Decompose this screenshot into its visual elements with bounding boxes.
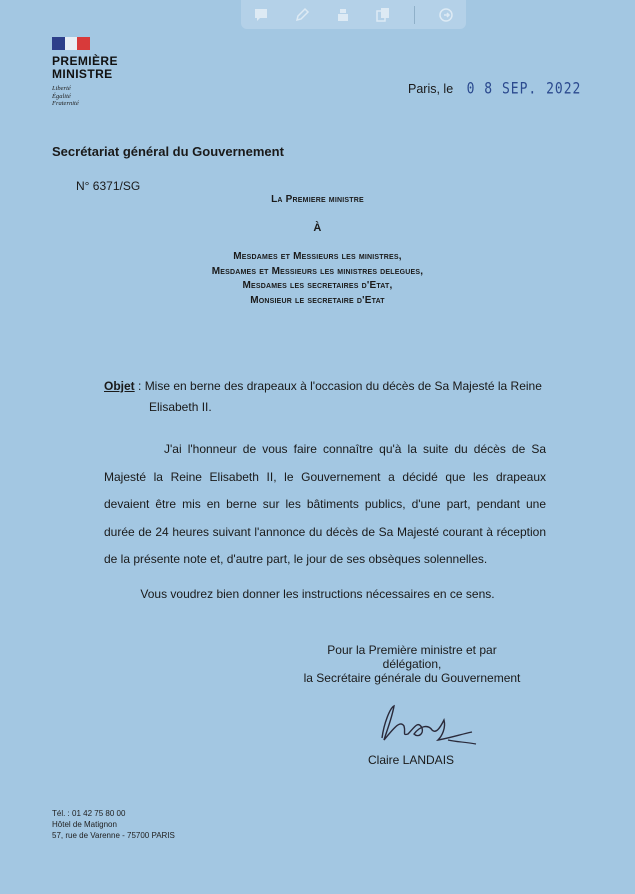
subject-label: Objet — [104, 379, 135, 393]
signature-line-2: délégation, — [382, 657, 442, 671]
footer-address — [52, 808, 175, 841]
signatory-name: Claire LANDAIS — [368, 753, 455, 767]
footer-phone: Tél. : 01 42 75 80 00 — [52, 809, 126, 818]
motto-fraternite: Fraternité — [52, 100, 79, 107]
subject-block — [104, 376, 546, 418]
closing-sentence: Vous voudrez bien donner les instructions nécessaires en ce sens. — [140, 587, 495, 601]
logo-line-1: PREMIÈRE — [52, 54, 118, 68]
subject-line-2: Elisabeth II. — [149, 400, 212, 414]
toolbar-divider — [414, 6, 415, 24]
recipient-line: Monsieur le secretaire d'Etat — [250, 294, 385, 306]
signature-block — [297, 643, 527, 685]
signature-line-3: la Secrétaire générale du Gouvernement — [303, 671, 521, 685]
motto-liberte: Liberté — [52, 85, 71, 92]
handwritten-signature — [372, 698, 482, 753]
to-line: À — [313, 222, 322, 234]
subject-line-1: Mise en berne des drapeaux à l'occasion du décès de Sa Majesté la Reine — [144, 379, 542, 393]
government-logo — [52, 37, 132, 108]
logo-line-2: MINISTRE — [52, 67, 113, 81]
subject-separator: : — [134, 379, 145, 393]
sender-line: La Premiere ministre — [271, 194, 364, 205]
recipients-block — [0, 250, 635, 308]
date-line — [408, 82, 581, 97]
date-stamp: 0 8 SEP. 2022 — [466, 80, 582, 99]
pen-icon[interactable] — [292, 5, 312, 25]
copy-icon[interactable] — [373, 5, 393, 25]
body-paragraph: J'ai l'honneur de vous faire connaître qu'à la suite du décès de Sa Majesté la Reine Elisabeth II, le Gouvernement a décidé que les drapeaux devaient être mis en berne sur les bâtiments publics, d'une part, pendant une durée de 24 heures suivant l'annonce du décès de Sa Majesté courant à réception de la présente note et, d'autre part, le jour de ses obsèques solennelles. — [104, 442, 546, 566]
reference-number: N° 6371/SG — [76, 179, 141, 193]
footer-building: Hôtel de Matignon — [52, 820, 117, 829]
signature-line-1: Pour la Première ministre et par — [327, 643, 497, 657]
share-icon[interactable] — [436, 5, 456, 25]
secretariat-heading: Secrétariat général du Gouvernement — [52, 144, 284, 159]
marianne-flag-icon — [52, 37, 90, 50]
stamp-icon[interactable] — [333, 5, 353, 25]
comment-icon[interactable] — [251, 5, 271, 25]
footer-street: 57, rue de Varenne - 75700 PARIS — [52, 831, 175, 840]
recipient-line: Mesdames et Messieurs les ministres, — [233, 251, 402, 262]
recipient-line: Mesdames les secretaires d'Etat, — [242, 280, 393, 291]
date-place: Paris, le — [408, 82, 454, 96]
recipient-line: Mesdames et Messieurs les ministres delegues, — [211, 265, 424, 277]
pdf-toolbar — [241, 0, 466, 29]
motto-egalite: Égalité — [52, 92, 71, 100]
